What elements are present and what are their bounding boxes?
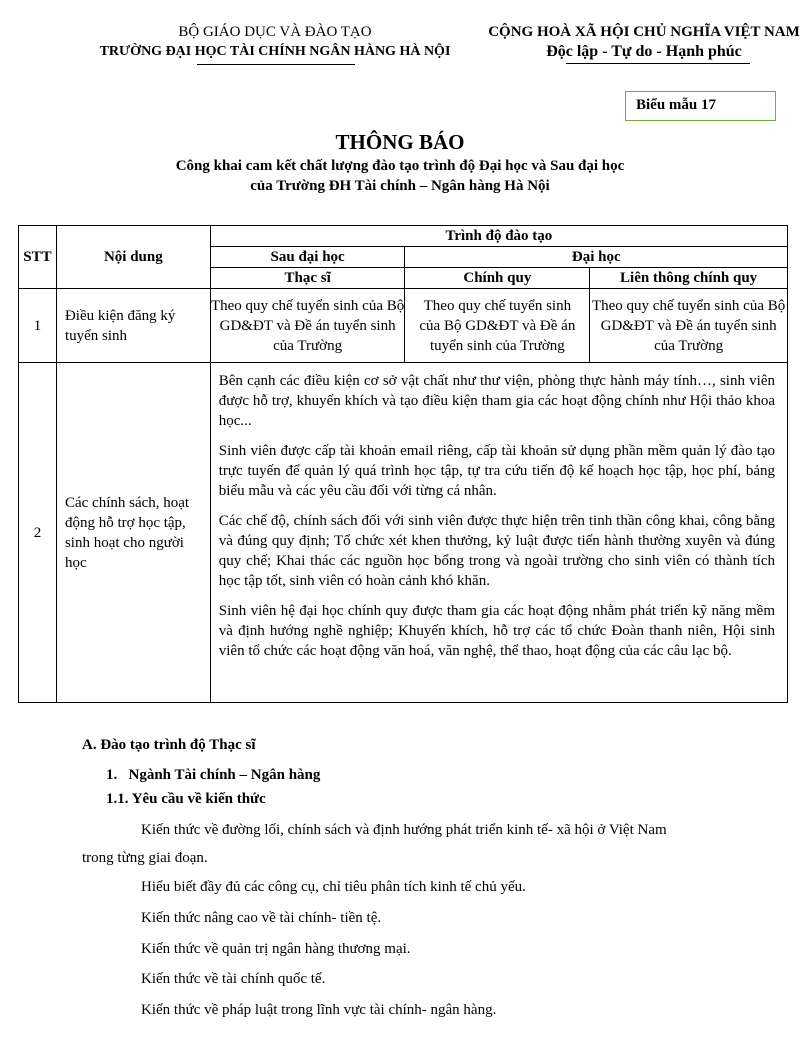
row1-stt: 1	[19, 289, 57, 363]
policy-paragraph: Sinh viên được cấp tài khoản email riêng, cấp tài khoản sử dụng phần mềm quản lý đào tạo trực tuyến để quản lý quá trình học tập, tự tra cứu tiến độ kế hoạch học tập, học phí, bảng biểu mẫu và các yêu cầu đối với từng cá nhân.	[218, 443, 775, 499]
row2-content: Các chính sách, hoạt động hỗ trợ học tập, sinh hoạt cho người học	[56, 363, 210, 703]
document-title: THÔNG BÁO	[335, 130, 465, 154]
knowledge-line: Kiến thức về pháp luật trong lĩnh vực tài chính- ngân hàng.	[141, 1002, 497, 1018]
university-underline	[197, 64, 355, 65]
header-bridging: Liên thông chính quy	[590, 268, 788, 289]
subtitle-line-1: Công khai cam kết chất lượng đào tạo trình độ Đại học và Sau đại học	[175, 158, 625, 174]
section-heading-1-1: 1.1. Yêu cầu về kiến thức	[106, 791, 266, 807]
row1-content: Điều kiện đăng ký tuyển sinh	[56, 289, 210, 363]
row1-bridging: Theo quy chế tuyển sinh của Bộ GD&ĐT và Đề án tuyển sinh của Trường	[590, 289, 788, 363]
ministry-name: BỘ GIÁO DỤC VÀ ĐÀO TẠO	[178, 24, 372, 40]
header-regular: Chính quy	[405, 268, 590, 289]
commitment-table	[18, 225, 788, 703]
header-training-level: Trình độ đào tạo	[210, 226, 787, 247]
knowledge-line: Kiến thức nâng cao về tài chính- tiền tệ.	[141, 910, 382, 926]
table-row	[19, 289, 788, 363]
row1-regular: Theo quy chế tuyển sinh của Bộ GD&ĐT và Đề án tuyển sinh của Trường	[405, 289, 590, 363]
section-heading-1: 1. Ngành Tài chính – Ngân hàng	[106, 767, 321, 783]
university-name: TRƯỜNG ĐẠI HỌC TÀI CHÍNH NGÂN HÀNG HÀ NỘI	[99, 44, 451, 59]
motto-underline	[566, 63, 750, 64]
header-undergraduate: Đại học	[405, 247, 788, 268]
policy-paragraph: Sinh viên hệ đại học chính quy được tham gia các hoạt động nhằm phát triển kỹ năng mềm và định hướng nghề nghiệp; Khuyến khích, hỗ trợ các tổ chức Đoàn thanh niên, Hội sinh viên tổ chức các hoạt động văn hoá, văn nghệ, thể thao, hoạt động của các câu lạc bộ.	[218, 603, 775, 659]
header-stt: STT	[19, 226, 57, 289]
row2-stt: 2	[19, 363, 57, 703]
policy-paragraph: Các chế độ, chính sách đối với sinh viên được thực hiện trên tinh thần công khai, công bằng và đúng quy định; Tổ chức xét khen thưởng, kỷ luật được tiến hành thường xuyên và đúng quy chế; Khai thác các nguồn học bổng trong và ngoài trường cho sinh viên có thành tích học tập tốt, sinh viên có hoàn cảnh khó khăn.	[218, 513, 775, 589]
policy-paragraph: Bên cạnh các điều kiện cơ sở vật chất như thư viện, phòng thực hành máy tính…, sinh viên được hỗ trợ, khuyến khích và tạo điều kiện tham gia các hoạt động chính như Hội thảo khoa học...	[218, 373, 775, 429]
national-header	[488, 22, 800, 62]
knowledge-line: Hiểu biết đầy đủ các công cụ, chỉ tiêu phân tích kinh tế chủ yếu.	[141, 879, 526, 895]
row1-master: Theo quy chế tuyển sinh của Bộ GD&ĐT và Đề án tuyển sinh của Trường	[210, 289, 405, 363]
form-label-box: Biểu mẫu 17	[625, 91, 776, 121]
header-postgraduate: Sau đại học	[210, 247, 405, 268]
national-motto: Độc lập - Tự do - Hạnh phúc	[546, 43, 742, 60]
section-heading-a: A. Đào tạo trình độ Thạc sĩ	[82, 737, 256, 753]
table-row	[19, 363, 788, 703]
subtitle-line-2: của Trường ĐH Tài chính – Ngân hàng Hà Nội	[250, 178, 550, 194]
row2-policies	[210, 363, 787, 703]
knowledge-line: Kiến thức về tài chính quốc tế.	[141, 971, 326, 987]
header-content: Nội dung	[56, 226, 210, 289]
knowledge-line: Kiến thức về quản trị ngân hàng thương mại.	[141, 941, 411, 957]
knowledge-line: Kiến thức về đường lối, chính sách và định hướng phát triển kinh tế- xã hội ở Việt Nam	[141, 822, 667, 838]
country-name: CỘNG HOÀ XÃ HỘI CHỦ NGHĨA VIỆT NAM	[488, 24, 800, 40]
document-subtitle	[0, 156, 800, 196]
header-master: Thạc sĩ	[210, 268, 405, 289]
knowledge-line: trong từng giai đoạn.	[82, 850, 208, 866]
ministry-header	[80, 22, 470, 62]
